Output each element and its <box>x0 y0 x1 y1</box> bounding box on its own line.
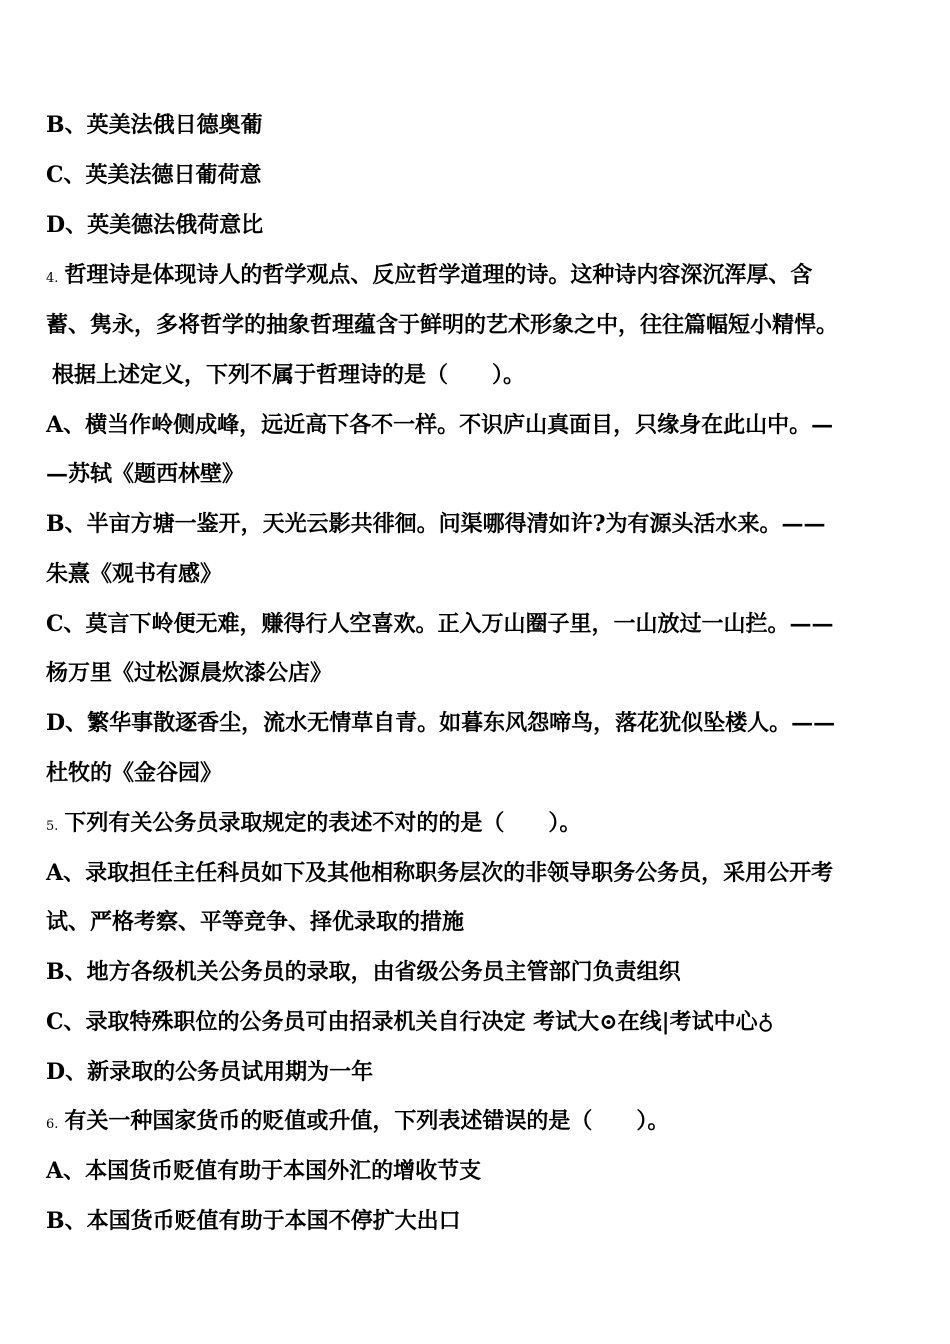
option-b-q6: B、本国货币贬值有助于本国不停扩大出口 <box>46 1208 461 1234</box>
question-4-text-1: 哲理诗是体现诗人的哲学观点、反应哲学道理的诗。这种诗内容深沉浑厚、含 <box>64 262 813 288</box>
option-a-q4-line-2: —苏轼《题西林壁》 <box>46 461 245 487</box>
question-4-line-3: 根据上述定义，下列不属于哲理诗的是（ ）。 <box>52 362 526 388</box>
option-a-q5-line-2: 试、严格考察、平等竞争、择优录取的措施 <box>46 909 465 935</box>
option-a-q4-line-1: A、横当作岭侧成峰，远近高下各不一样。不识庐山真面目，只缘身在此山中。— <box>46 412 834 438</box>
option-b-q4-line-1: B、半亩方塘一鉴开，天光云影共徘徊。问渠哪得清如许?为有源头活水来。—— <box>46 511 826 537</box>
option-a-q5-line-1: A、录取担任主任科员如下及其他相称职务层次的非领导职务公务员，采用公开考 <box>46 860 834 886</box>
option-b-q4-line-2: 朱熹《观书有感》 <box>46 561 223 587</box>
option-b-q3: B、英美法俄日德奥葡 <box>46 112 263 138</box>
question-4-line-2: 蓄、隽永，多将哲学的抽象哲理蕴含于鲜明的艺术形象之中，往往篇幅短小精悍。 <box>46 312 839 338</box>
option-c-q5: C、录取特殊职位的公务员可由招录机关自行决定 考试大⊙在线|考试中心♁ <box>46 1009 774 1035</box>
option-c-q3: C、英美法德日葡荷意 <box>46 162 262 188</box>
question-4-number: 4. <box>46 271 59 286</box>
question-6-text: 有关一种国家货币的贬值或升值，下列表述错误的是（ ）。 <box>64 1108 670 1134</box>
option-a-q6: A、本国货币贬值有助于本国外汇的增收节支 <box>46 1158 482 1184</box>
question-5-line-1 <box>46 808 906 842</box>
question-6-line-1 <box>46 1106 906 1140</box>
question-5-text: 下列有关公务员录取规定的表述不对的的是（ ）。 <box>64 810 582 836</box>
question-6-number: 6. <box>46 1117 59 1132</box>
question-5-number: 5. <box>46 819 59 834</box>
option-d-q3: D、英美德法俄荷意比 <box>46 212 264 238</box>
option-d-q5: D、新录取的公务员试用期为一年 <box>46 1059 374 1085</box>
option-d-q4-line-2: 杜牧的《金谷园》 <box>46 760 223 786</box>
option-c-q4-line-2: 杨万里《过松源晨炊漆公店》 <box>46 660 333 686</box>
option-b-q5: B、地方各级机关公务员的录取，由省级公务员主管部门负责组织 <box>46 959 681 985</box>
option-c-q4-line-1: C、莫言下岭便无难，赚得行人空喜欢。正入万山圈子里，一山放过一山拦。—— <box>46 611 834 637</box>
question-4-line-1 <box>46 260 906 294</box>
option-d-q4-line-1: D、繁华事散逐香尘，流水无情草自青。如暮东风怨啼鸟，落花犹似坠楼人。—— <box>46 710 836 736</box>
